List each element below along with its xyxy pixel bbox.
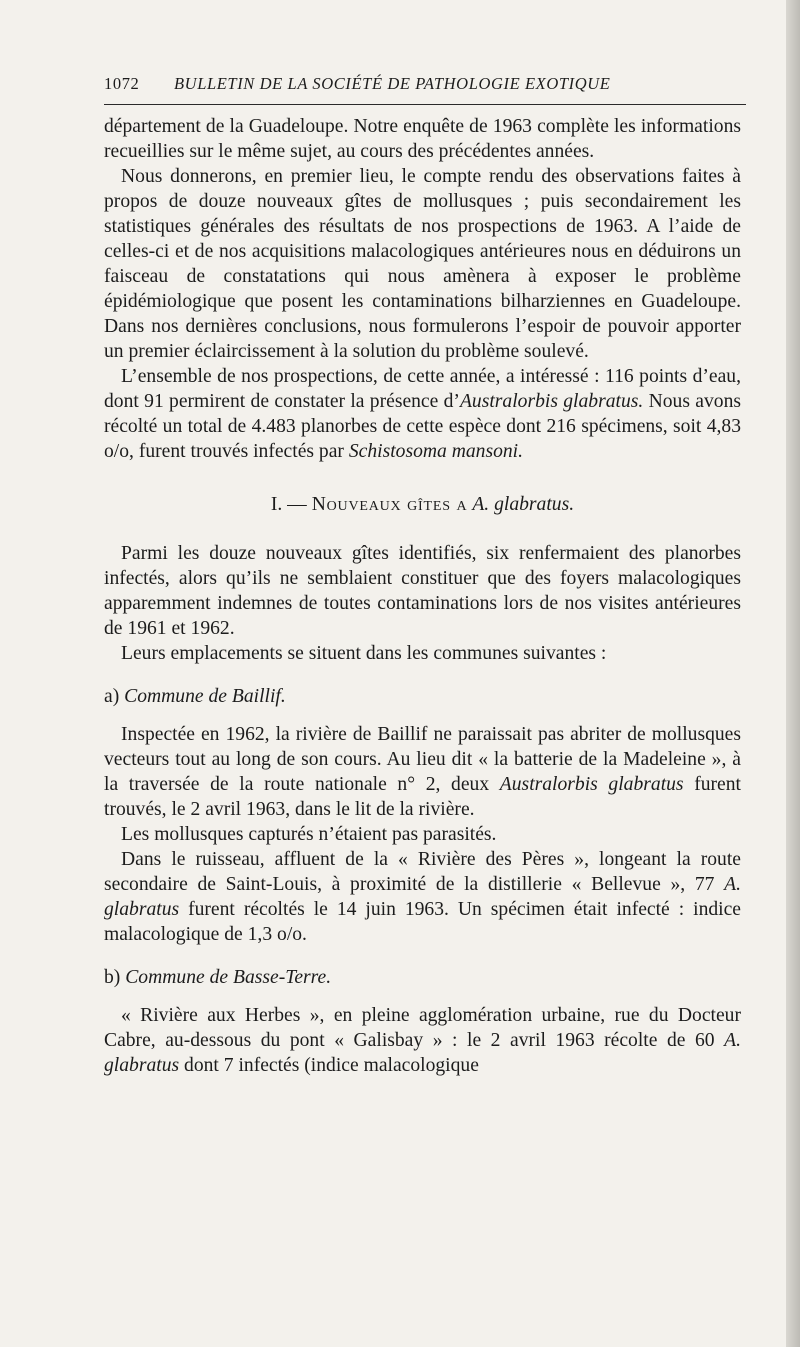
subsection-heading xyxy=(104,965,741,990)
page-edge-shadow xyxy=(786,0,800,1347)
paragraph: Les mollusques capturés n’étaient pas parasités. xyxy=(121,824,497,845)
paragraph: Parmi les douze nouveaux gîtes identifiés, six renfermaient des planorbes infectés, alors qu’ils ne semblaient constituer que des foyers malacologiques apparemment indemnes de toutes contaminations lors de nos visites antérieures de 1961 et 1962. xyxy=(104,543,741,639)
text-run: Inspectée en 1962, la rivière de Baillif ne paraissait pas abriter de mollusques vecteurs tout au long de son cours. Au lieu dit « la batterie de la Madeleine », à la traversée de la route nationale n° 2, deux xyxy=(104,724,741,795)
page-number: 1072 xyxy=(104,74,140,93)
species-name: Australorbis glabratus xyxy=(499,774,684,795)
parasite-name: Schistosoma mansoni. xyxy=(348,441,524,462)
paragraph xyxy=(104,364,741,464)
text-run: furent trouvés, le 2 avril 1963, dans le lit de la rivière. xyxy=(104,774,741,820)
text-run: « Rivière aux Herbes », en pleine agglomération urbaine, rue du Docteur Cabre, au-dessous du pont « Galisbay » : le 2 avril 1963 récolte de 60 xyxy=(104,1005,741,1051)
paragraph xyxy=(104,722,741,822)
species-name: Australorbis glabratus. xyxy=(459,391,644,412)
text-run: Nous avons récolté un total de 4.483 planorbes de cette espèce dont 216 spécimens, soit 4,83 o/o, furent trouvés infectés par xyxy=(104,391,741,462)
subsection-label: b) xyxy=(104,967,121,988)
species-name: A. glabratus xyxy=(104,874,741,920)
section-species: A. glabratus. xyxy=(472,494,575,515)
species-name: A. glabratus xyxy=(104,1030,741,1076)
running-header xyxy=(104,74,746,94)
subsection-label: a) xyxy=(104,686,120,707)
section-title: Nouveaux gîtes a xyxy=(311,494,468,515)
section-heading xyxy=(104,492,741,517)
header-rule xyxy=(104,104,746,105)
subsection-heading xyxy=(104,684,741,709)
running-title: BULLETIN DE LA SOCIÉTÉ DE PATHOLOGIE EXOTIQUE xyxy=(174,74,611,93)
paragraph xyxy=(104,847,741,947)
subsection-title: Commune de Baillif. xyxy=(124,686,286,707)
paragraph: département de la Guadeloupe. Notre enquête de 1963 complète les informations recueillies sur le même sujet, au cours des précédentes années. xyxy=(104,116,741,162)
paragraph: Leurs emplacements se situent dans les communes suivantes : xyxy=(121,643,607,664)
article-body xyxy=(104,114,741,1078)
text-run: dont 7 infectés (indice malacologique xyxy=(179,1055,479,1076)
text-run: furent récoltés le 14 juin 1963. Un spécimen était infecté : indice malacologique de 1,3 o/o. xyxy=(104,899,741,945)
subsection-title: Commune de Basse-Terre. xyxy=(125,967,332,988)
text-run: L’ensemble de nos prospections, de cette année, a intéressé : 116 points d’eau, dont 91 permirent de constater la présence d’ xyxy=(104,366,741,412)
paragraph xyxy=(104,1003,741,1078)
text-run: Dans le ruisseau, affluent de la « Rivière des Pères », longeant la route secondaire de Saint-Louis, à proximité de la distillerie « Bellevue », 77 xyxy=(104,849,741,895)
section-number: I. — xyxy=(270,494,307,515)
paragraph: Nous donnerons, en premier lieu, le compte rendu des observations faites à propos de douze nouveaux gîtes de mollusques ; puis secondairement les statistiques générales des résultats de nos prospections de 1963. A l’aide de celles-ci et de nos acquisitions malacologiques antérieures nous en déduirons un faisceau de constatations qui nous amènera à exposer le problème épidémiologique que posent les contaminations bilharziennes en Guadeloupe. Dans nos dernières conclusions, nous formulerons l’espoir de pouvoir apporter un premier éclaircissement à la solution du problème soulevé. xyxy=(104,166,741,362)
